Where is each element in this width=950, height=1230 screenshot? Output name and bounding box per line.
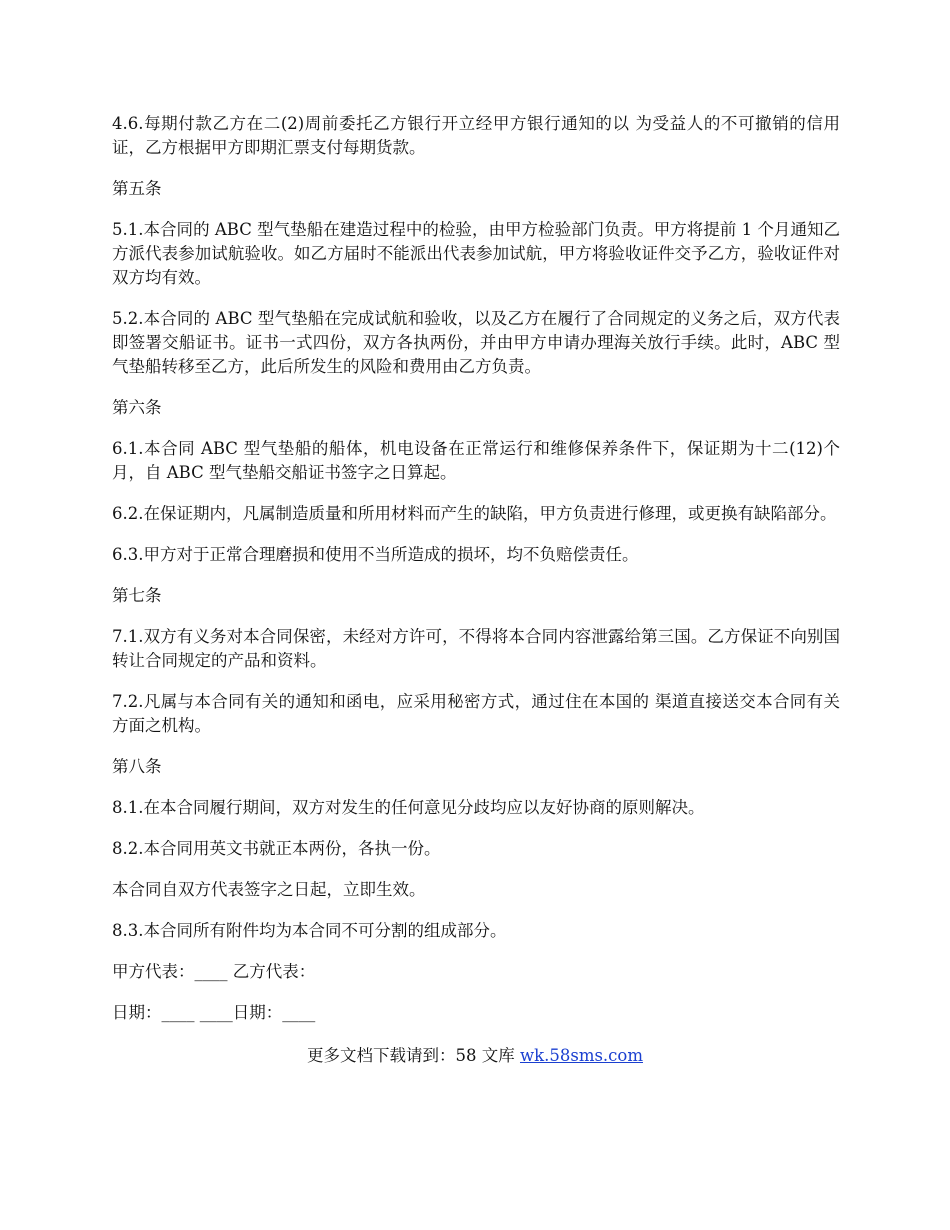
footer-text: 更多文档下载请到：58 文库 — [306, 1046, 520, 1065]
clause-paragraph: 7.2.凡属与本合同有关的通知和函电，应采用秘密方式，通过住在本国的 渠道直接送交本合同有关方面之机构。 — [112, 692, 840, 735]
clause-paragraph: 本合同自双方代表签字之日起，立即生效。 — [112, 880, 426, 899]
clause-paragraph: 日期：____ ____日期：____ — [112, 1003, 316, 1022]
clause-paragraph: 4.6.每期付款乙方在二(2)周前委托乙方银行开立经甲方银行通知的以 为受益人的不可撤销的信用证，乙方根据甲方即期汇票支付每期货款。 — [112, 114, 840, 157]
clause-paragraph: 6.1.本合同 ABC 型气垫船的船体，机电设备在正常运行和维修保养条件下，保证期为十二(12)个月，自 ABC 型气垫船交船证书签字之日算起。 — [112, 439, 840, 482]
section-heading: 第八条 — [112, 757, 162, 776]
clause-paragraph: 5.1.本合同的 ABC 型气垫船在建造过程中的检验，由甲方检验部门负责。甲方将提前 1 个月通知乙方派代表参加试航验收。如乙方届时不能派出代表参加试航，甲方将验收证件交予乙方，验收证件对双方均有效。 — [112, 220, 840, 287]
clause-paragraph: 8.2.本合同用英文书就正本两份，各执一份。 — [112, 839, 441, 858]
clause-paragraph: 甲方代表：____ 乙方代表： — [112, 962, 316, 981]
section-heading: 第七条 — [112, 586, 162, 605]
clause-paragraph: 7.1.双方有义务对本合同保密，未经对方许可，不得将本合同内容泄露给第三国。乙方保证不向别国转让合同规定的产品和资料。 — [112, 627, 840, 670]
section-heading: 第六条 — [112, 398, 162, 417]
document-body — [112, 112, 840, 1042]
clause-paragraph: 5.2.本合同的 ABC 型气垫船在完成试航和验收，以及乙方在履行了合同规定的义务之后，双方代表即签署交船证书。证书一式四份，双方各执两份，并由甲方申请办理海关放行手续。此时，ABC 型气垫船转移至乙方，此后所发生的风险和费用由乙方负责。 — [112, 309, 840, 376]
clause-paragraph: 8.1.在本合同履行期间，双方对发生的任何意见分歧均应以友好协商的原则解决。 — [112, 798, 705, 817]
download-footer — [0, 1042, 950, 1066]
section-heading: 第五条 — [112, 179, 162, 198]
clause-paragraph: 6.3.甲方对于正常合理磨损和使用不当所造成的损坏，均不负赔偿责任。 — [112, 545, 639, 564]
footer-link[interactable]: wk.58sms.com — [519, 1046, 643, 1065]
clause-paragraph: 8.3.本合同所有附件均为本合同不可分割的组成部分。 — [112, 921, 507, 940]
clause-paragraph: 6.2.在保证期内，凡属制造质量和所用材料而产生的缺陷，甲方负责进行修理，或更换有缺陷部分。 — [112, 504, 837, 523]
